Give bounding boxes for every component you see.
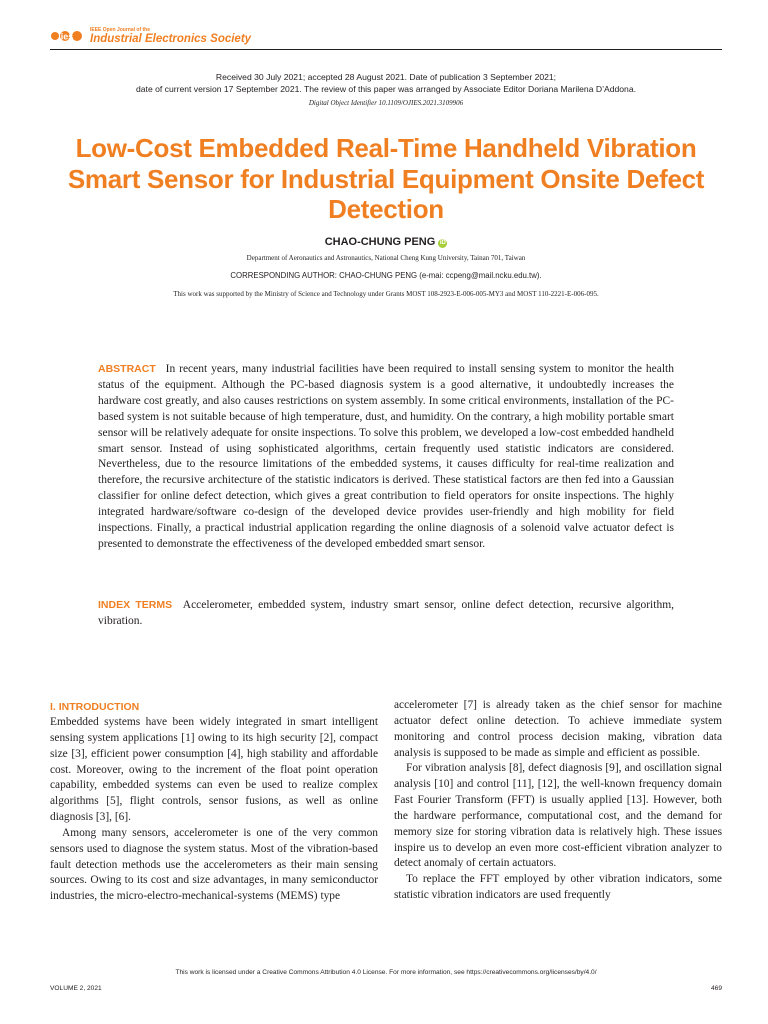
abstract bbox=[98, 362, 674, 553]
funding-note: This work was supported by the Ministry of Science and Technology under Grants MOST 108-2923-E-006-005-MY3 and MOST 110-2221-E-006-095. bbox=[173, 290, 599, 298]
header-rule bbox=[50, 49, 722, 50]
abstract-text: In recent years, many industrial facilities have been required to install sensing system to monitor the health status of the equipment. Although the PC-based diagnosis system is a good alternative, it undoubtedly increases the hardware cost greatly, and also causes restrictions on system assembly. In some critical environments, installation of the PC-based system is not suitable because of high temperature, dust, and humidity. On the contrary, a high mobility portable smart sensor will be relatively adequate for onsite inspections. To solve this problem, we developed a low-cost embedded handheld smart sensor. Instead of using sophisticated algorithms, certain frequently used statistic indicators are considered. Nevertheless, due to the resource limitations of the embedded systems, it causes difficulty for real-time realization and therefore, the recursive architecture of the statistic indicators is derived. These statistical factors are then fed into a Gaussian classifier for online defect detection, which gives a great contribution to field operators for onsite inspections. The highly integrated hardware/software co-design of the developed device provides user-friendly and high mobility for field inspections. Finally, a practical industrial application regarding the online diagnosis of a solenoid valve actuator defect is presented to demonstrate the effectiveness of the developed embedded smart sensor. bbox=[98, 363, 675, 550]
paragraph: accelerometer [7] is already taken as the chief sensor for machine actuator defect online detection. To achieve immediate system monitoring and control process decision making, vibration data analysis is supposed to be made as simple and efficient as possible. bbox=[394, 699, 722, 759]
orcid-icon[interactable]: iD bbox=[439, 240, 446, 246]
paper-title: Low-Cost Embedded Real-Time Handheld Vibration Smart Sensor for Industrial Equipment Onsite Defect Detection bbox=[67, 133, 705, 224]
affiliation: Department of Aeronautics and Astronautics, National Cheng Kung University, Tainan 701, Taiwan bbox=[246, 254, 526, 262]
index-terms-label: INDEX TERMS bbox=[98, 599, 173, 611]
corresponding-author: CORRESPONDING AUTHOR: CHAO-CHUNG PENG (e-mai: ccpeng@mail.ncku.edu.tw). bbox=[230, 271, 542, 280]
journal-name: Industrial Electronics Society bbox=[90, 33, 252, 45]
publication-dates bbox=[50, 71, 722, 95]
volume-label: VOLUME 2, 2021 bbox=[50, 985, 102, 992]
body-column-right bbox=[394, 698, 722, 904]
paragraph: Embedded systems have been widely integrated in smart intelligent sensing system applications [1] owing to its high security [2], compact size [3], efficient power consumption [4], high stability and affordable cost. Moreover, owing to the increment of the float point operation capability, embedded systems can even be used to realize complex algorithms [5], flight controls, sensor fusions, as well as online diagnosis [3], [6]. bbox=[50, 716, 378, 824]
license-note: This work is licensed under a Creative Commons Attribution 4.0 License. For more information, see https://creativecommons.org/licenses/by/4.0/ bbox=[175, 969, 597, 976]
section-heading: I. INTRODUCTION bbox=[50, 701, 140, 713]
journal-small-line: IEEE Open Journal of the bbox=[90, 27, 151, 33]
author-line bbox=[50, 236, 722, 248]
doi: Digital Object Identifier 10.1109/OJIES.2021.3109906 bbox=[308, 99, 464, 107]
dates-line-2: date of current version 17 September 2021. The review of this paper was arranged by Associate Editor Doriana Marilena D’Addona. bbox=[136, 84, 636, 94]
body-column-left bbox=[50, 699, 378, 905]
page-number: 469 bbox=[710, 985, 722, 992]
journal-header bbox=[50, 24, 251, 48]
paragraph: Among many sensors, accelerometer is one of the very common sensors used to diagnose the system status. Most of the vibration-based fault detection methods use the accelerometers as their main sensing sources. Owing to its cost and size advantages, in many semiconductor industries, the micro-electro-mechanical-systems (MEMS) type bbox=[50, 826, 378, 903]
paragraph: To replace the FFT employed by other vibration indicators, some statistic vibration indicators are used frequently bbox=[394, 873, 722, 902]
author-name: CHAO-CHUNG PENG bbox=[324, 236, 436, 248]
abstract-label: ABSTRACT bbox=[98, 363, 156, 375]
dates-line-1: Received 30 July 2021; accepted 28 August 2021. Date of publication 3 September 2021; bbox=[215, 72, 557, 82]
index-terms bbox=[98, 598, 674, 630]
paragraph: For vibration analysis [8], defect diagnosis [9], and oscillation signal analysis [10] and control [11], [12], the well-known frequency domain Fast Fourier Transform (FFT) is usually applied [13]. However, both the hardware performance, computational cost, and the demand for memory size for storing vibration data is relatively high. These issues inspire us to develop an even more cost-efficient vibration analyzer to detect anomaly of certain actuators. bbox=[394, 762, 722, 870]
index-terms-text: Accelerometer, embedded system, industry smart sensor, online defect detection, recursive algorithm, vibration. bbox=[98, 599, 675, 627]
svg-text:ies: ies bbox=[60, 31, 74, 42]
ies-logo-icon bbox=[50, 26, 84, 46]
